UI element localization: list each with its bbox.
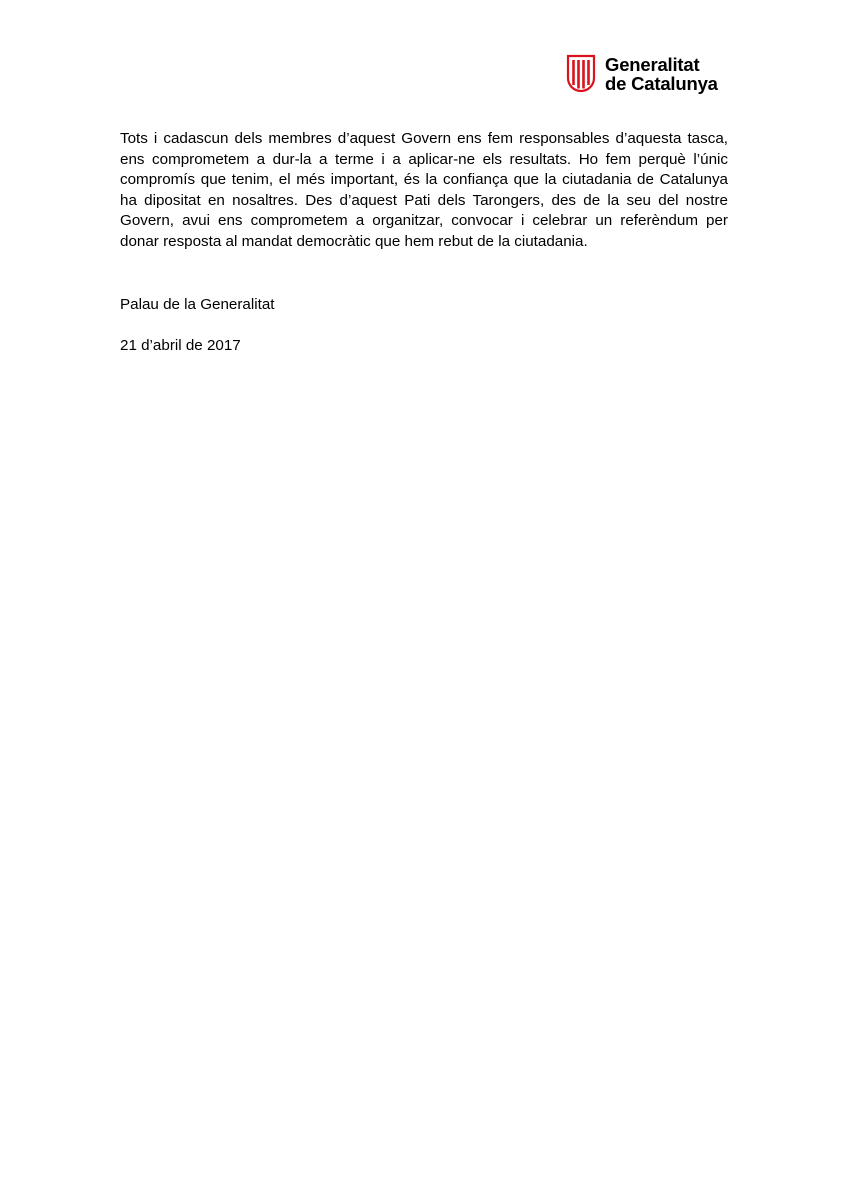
document-body: [120, 129, 728, 356]
signing-date: 21 d’abril de 2017: [120, 336, 241, 354]
generalitat-logo: [566, 53, 736, 95]
logo-line-1: Generalitat: [605, 54, 700, 75]
senyera-emblem-icon: [566, 54, 596, 94]
logo-line-2: de Catalunya: [605, 73, 718, 94]
logo-wordmark: [605, 55, 718, 93]
declaration-paragraph: Tots i cadascun dels membres d’aquest Govern ens fem responsables d’aquesta tasca, ens comprometem a dur-la a terme i a aplicar-ne els resultats. Ho fem perquè l’únic compromís que tenim, el més important, és la confiança que la ciutadania de Catalunya ha dipositat en nosaltres. Des d’aquest Pati dels Tarongers, des de la seu del nostre Govern, avui ens comprometem a organitzar, convocar i celebrar un referèndum per donar resposta al mandat democràtic que hem rebut de la ciutadania.: [120, 130, 728, 250]
signing-place: Palau de la Generalitat: [120, 296, 275, 313]
